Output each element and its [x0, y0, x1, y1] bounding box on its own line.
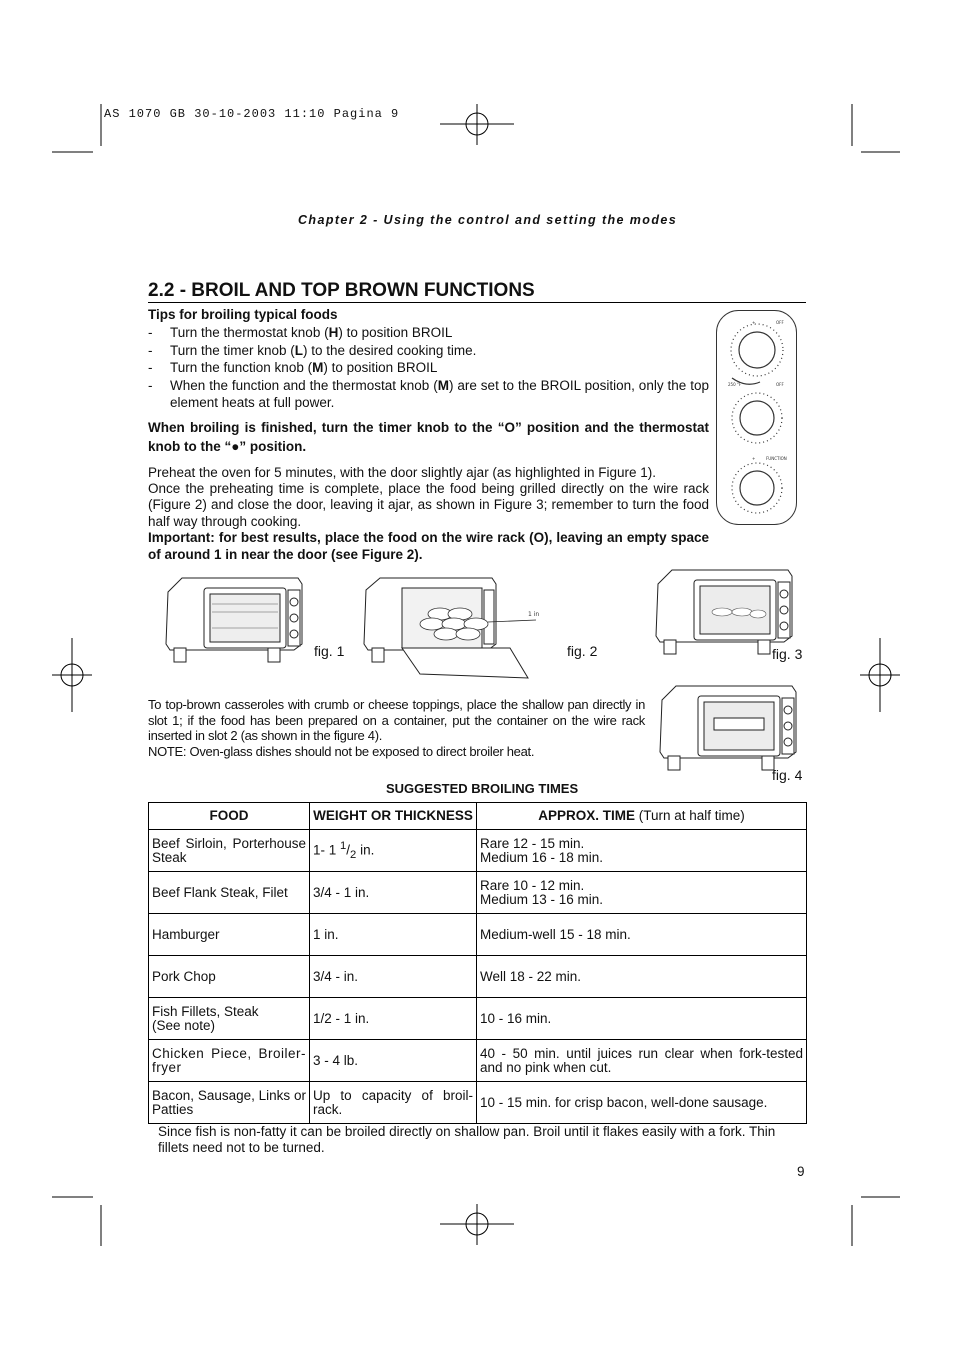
food-cell: Hamburger — [149, 914, 310, 956]
fig1-oven-illustration — [160, 572, 310, 672]
fig2-label: fig. 2 — [567, 643, 598, 659]
tip-item: - When the function and the thermostat knob (M) are set to the BROIL position, only the top element heats at full power. — [148, 377, 709, 412]
time-cell: 40 - 50 min. until juices run clear when fork-tested and no pink when cut. — [477, 1040, 807, 1082]
tips-list — [148, 324, 709, 412]
food-cell: Chicken Piece, Broiler-fryer — [149, 1040, 310, 1082]
time-cell: Rare 12 - 15 min. Medium 16 - 18 min. — [477, 830, 807, 872]
svg-text:250 °F: 250 °F — [728, 382, 742, 387]
preheat-text-1: Preheat the oven for 5 minutes, with the door slightly ajar (as highlighted in Figure 1). — [148, 465, 657, 480]
top-brown-text: To top-brown casseroles with crumb or cheese toppings, place the shallow pan directly in slot 1; if the food has been prepared on a container, put the container on the wire rack inserted in slot 2 (as shown in the figure 4). — [148, 697, 645, 743]
fish-footnote: Since fish is non-fatty it can be broiled directly on shallow pan. Broil until it flakes easily with a fork. Thin fillets need not to be turned. — [158, 1124, 776, 1155]
svg-text:FUNCTION: FUNCTION — [766, 456, 787, 461]
section-title: 2.2 - BROIL AND TOP BROWN FUNCTIONS — [148, 280, 535, 301]
fig4-oven-illustration — [654, 680, 804, 780]
table-row — [149, 956, 807, 998]
weight-cell: Up to capacity of broil-rack. — [310, 1082, 477, 1124]
header-time: APPROX. TIME (Turn at half time) — [477, 803, 807, 830]
file-info: AS 1070 GB 30-10-2003 11:10 Pagina 9 — [104, 107, 400, 121]
fig2-oven-illustration — [360, 574, 550, 686]
finish-note: When broiling is finished, turn the timer knob to the “O” position and the thermostat knob to the “●” position. — [148, 420, 709, 454]
tip-item: - Turn the thermostat knob (H) to position BROIL — [148, 324, 709, 342]
title-rule — [148, 302, 806, 303]
important-note: Important: for best results, place the food on the wire rack (O), leaving an empty space of around 1 in near the door (see Figure 2). — [148, 530, 709, 562]
svg-text:OFF: OFF — [776, 320, 784, 325]
weight-cell: 3 - 4 lb. — [310, 1040, 477, 1082]
weight-cell: 3/4 - 1 in. — [310, 872, 477, 914]
weight-cell: 1 in. — [310, 914, 477, 956]
tips-heading: Tips for broiling typical foods — [148, 307, 338, 322]
svg-text:+: + — [752, 456, 756, 461]
table-header-row — [149, 803, 807, 830]
time-cell: Well 18 - 22 min. — [477, 956, 807, 998]
fig4-label: fig. 4 — [772, 767, 803, 783]
table-row — [149, 914, 807, 956]
time-cell: 10 - 16 min. — [477, 998, 807, 1040]
food-cell: Bacon, Sausage, Links or Patties — [149, 1082, 310, 1124]
time-cell: Medium-well 15 - 18 min. — [477, 914, 807, 956]
time-cell: Rare 10 - 12 min. Medium 13 - 16 min. — [477, 872, 807, 914]
control-panel-illustration — [716, 310, 806, 526]
table-row — [149, 872, 807, 914]
chapter-header: Chapter 2 - Using the control and setting the modes — [298, 213, 678, 227]
food-cell: Beef Sirloin, Porterhouse Steak — [149, 830, 310, 872]
svg-text:+: + — [752, 320, 756, 325]
weight-cell: 3/4 - in. — [310, 956, 477, 998]
oven-glass-note: NOTE: Oven-glass dishes should not be exposed to direct broiler heat. — [148, 744, 535, 759]
weight-cell: 1- 1 $^1/_2$ in. — [310, 830, 477, 872]
fig1-label: fig. 1 — [314, 643, 345, 659]
tip-item: - Turn the function knob (M) to position BROIL — [148, 359, 709, 377]
header-weight: WEIGHT OR THICKNESS — [310, 803, 477, 830]
preheat-text-2: Once the preheating time is complete, place the food being grilled directly on the wire rack (Figure 2) and close the door, leaving it ajar, as shown in Figure 3; remember to turn the food half way through cooking. — [148, 481, 709, 529]
table-row — [149, 1040, 807, 1082]
weight-cell: 1/2 - 1 in. — [310, 998, 477, 1040]
food-cell: Pork Chop — [149, 956, 310, 998]
table-caption: SUGGESTED BROILING TIMES — [386, 781, 579, 796]
food-cell: Beef Flank Steak, Filet — [149, 872, 310, 914]
table-row — [149, 1082, 807, 1124]
table-row — [149, 998, 807, 1040]
fig3-label: fig. 3 — [772, 646, 803, 662]
fig2-dimension: 1 in — [528, 611, 540, 618]
page-number: 9 — [797, 1164, 805, 1179]
broiling-times-table — [148, 802, 807, 1124]
table-row — [149, 830, 807, 872]
tip-item: - Turn the timer knob (L) to the desired cooking time. — [148, 342, 709, 360]
header-food: FOOD — [149, 803, 310, 830]
svg-text:OFF: OFF — [776, 382, 784, 387]
time-cell: 10 - 15 min. for crisp bacon, well-done sausage. — [477, 1082, 807, 1124]
food-cell: Fish Fillets, Steak (See note) — [149, 998, 310, 1040]
